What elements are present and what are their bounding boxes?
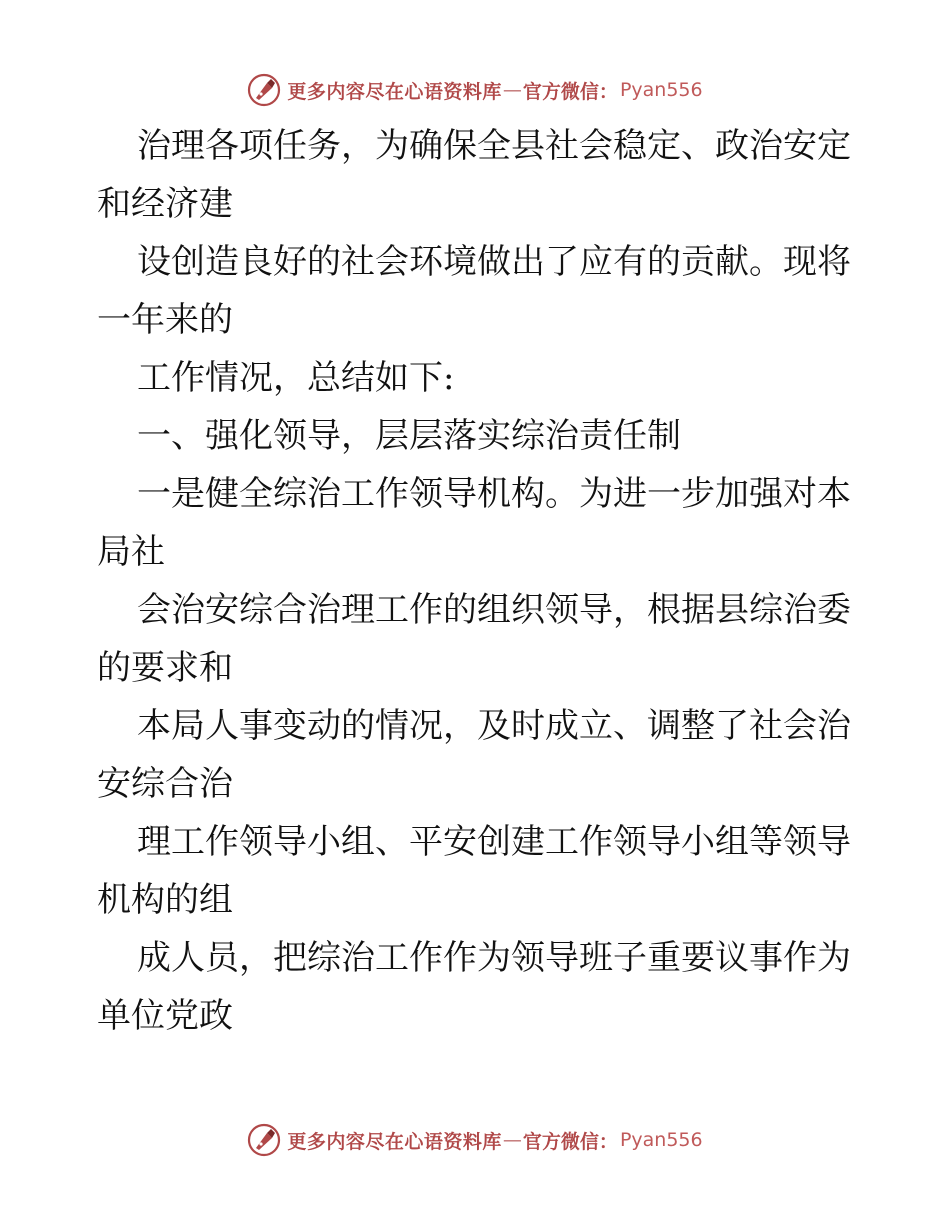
body-text-line: 治理各项任务，为确保全县社会稳定、政治安定	[137, 126, 851, 166]
footer-banner	[0, 1120, 950, 1160]
header-banner	[0, 70, 950, 110]
body-text-line: 工作情况，总结如下:	[137, 358, 455, 398]
pen-nib-logo-icon	[247, 73, 281, 107]
body-text-line: 单位党政	[97, 996, 233, 1036]
banner-separator: —	[502, 79, 522, 101]
body-text-line: 和经济建	[97, 184, 233, 224]
body-text-line: 理工作领导小组、平安创建工作领导小组等领导	[137, 822, 851, 862]
pen-nib-logo-icon	[247, 1123, 281, 1157]
body-text-line: 安综合治	[97, 764, 233, 804]
body-text-line: 设创造良好的社会环境做出了应有的贡献。现将	[137, 242, 851, 282]
body-text-line: 一年来的	[97, 300, 233, 340]
banner-wechat-id: Pyan556	[619, 79, 703, 101]
body-text-line: 会治安综合治理工作的组织领导，根据县综治委	[137, 590, 851, 630]
banner-wechat-id: Pyan556	[619, 1129, 703, 1151]
body-text-line: 成人员，把综治工作作为领导班子重要议事作为	[137, 938, 851, 978]
banner-main-text: 更多内容尽在心语资料库	[287, 1130, 502, 1153]
body-text-line: 机构的组	[97, 880, 233, 920]
body-text-line: 一、强化领导，层层落实综治责任制	[137, 416, 681, 456]
body-text-line: 的要求和	[97, 648, 233, 688]
banner-wechat-label: 官方微信：	[522, 80, 618, 103]
body-text-line: 局社	[97, 532, 165, 572]
banner-main-text: 更多内容尽在心语资料库	[287, 80, 502, 103]
banner-wechat-label: 官方微信：	[522, 1130, 618, 1153]
body-text-line: 本局人事变动的情况，及时成立、调整了社会治	[137, 706, 851, 746]
banner-separator: —	[502, 1129, 522, 1151]
document-body	[97, 117, 857, 1045]
body-text-line: 一是健全综治工作领导机构。为进一步加强对本	[137, 474, 851, 514]
